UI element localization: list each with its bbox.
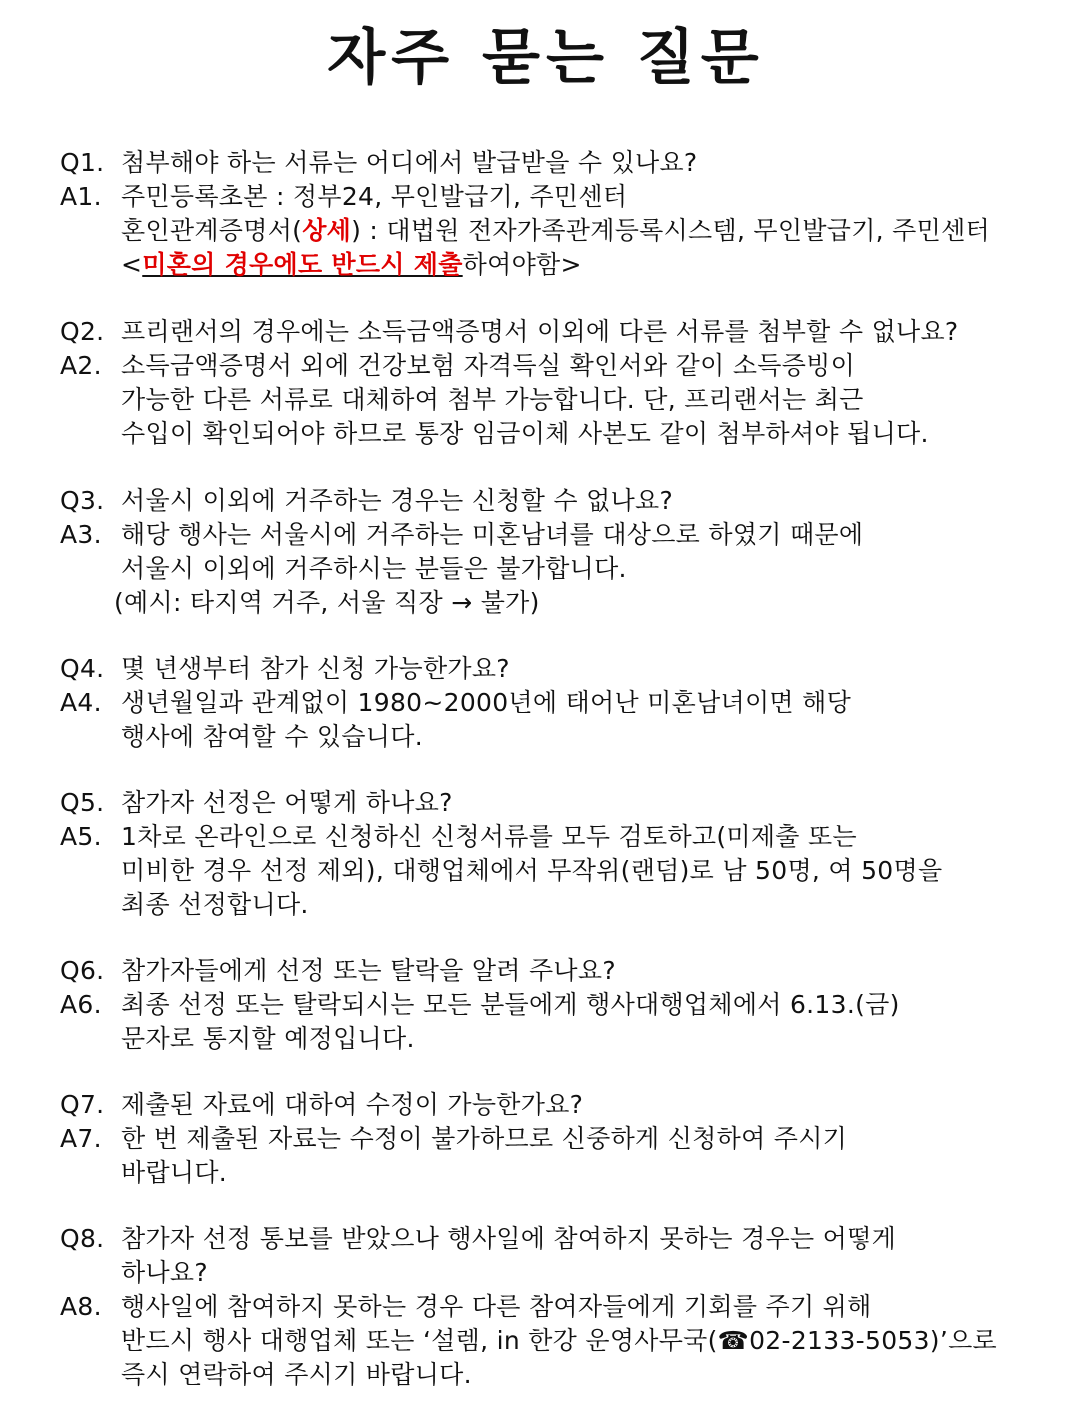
question-text: 참가자 선정은 어떻게 하나요? [121, 788, 453, 817]
answer-text: 한 번 제출된 자료는 수정이 불가하므로 신중하게 신청하여 주시기 [121, 1124, 848, 1153]
answer-label: A1. [60, 182, 102, 211]
answer-label: A3. [60, 520, 102, 549]
answer-text: 가능한 다른 서류로 대체하여 첨부 가능합니다. 단, 프리랜서는 최근 [121, 385, 864, 414]
answer-text: 최종 선정합니다. [121, 890, 309, 919]
answer-text: 주민등록초본 : 정부24, 무인발급기, 주민센터 [121, 182, 628, 211]
answer-text: 바랍니다. [121, 1158, 228, 1187]
question-text: 참가자들에게 선정 또는 탈락을 알려 주나요? [121, 956, 616, 985]
answer-label: A6. [60, 990, 102, 1019]
page-title: 자주 묻는 질문 [327, 23, 765, 93]
answer-text: 행사에 참여할 수 있습니다. [121, 722, 423, 751]
answer-text: 수입이 확인되어야 하므로 통장 임금이체 사본도 같이 첨부하셔야 됩니다. [121, 419, 929, 448]
answer-text: 소득금액증명서 외에 건강보험 자격득실 확인서와 같이 소득증빙이 [121, 351, 856, 380]
question-text: 프리랜서의 경우에는 소득금액증명서 이외에 다른 서류를 첨부할 수 없나요? [121, 317, 959, 346]
answer-label: A5. [60, 822, 102, 851]
answer-text: 즉시 연락하여 주시기 바랍니다. [121, 1360, 472, 1389]
question-label: Q7. [60, 1090, 105, 1119]
answer-text [121, 248, 582, 282]
answer-text: 생년월일과 관계없이 1980~2000년에 태어난 미혼남녀이면 해당 [121, 688, 852, 717]
answer-fragment: 혼인관계증명서( [121, 216, 303, 245]
answer-text: 행사일에 참여하지 못하는 경우 다른 참여자들에게 기회를 주기 위해 [121, 1292, 872, 1321]
detail-link[interactable]: 상세 [302, 216, 352, 245]
answer-text: 미비한 경우 선정 제외), 대행업체에서 무작위(랜덤)로 남 50명, 여 50명을 [121, 856, 943, 885]
answer-fragment: ) : 대법원 전자가족관계등록시스템, 무인발급기, 주민센터 [351, 216, 990, 245]
question-text: 첨부해야 하는 서류는 어디에서 발급받을 수 있나요? [121, 148, 698, 177]
answer-text: 1차로 온라인으로 신청하신 신청서류를 모두 검토하고(미제출 또는 [121, 822, 857, 851]
question-label: Q3. [60, 486, 105, 515]
question-label: Q5. [60, 788, 105, 817]
answer-label: A7. [60, 1124, 102, 1153]
required-notice: 미혼의 경우에도 반드시 제출 [142, 250, 463, 279]
question-label: Q1. [60, 148, 105, 177]
question-text: 서울시 이외에 거주하는 경우는 신청할 수 없나요? [121, 486, 674, 515]
question-text: 하나요? [121, 1258, 208, 1287]
question-text: 제출된 자료에 대하여 수정이 가능한가요? [121, 1090, 584, 1119]
answer-text: 문자로 통지할 예정입니다. [121, 1024, 415, 1053]
answer-text [121, 214, 990, 248]
question-label: Q4. [60, 654, 105, 683]
question-text: 참가자 선정 통보를 받았으나 행사일에 참여하지 못하는 경우는 어떻게 [121, 1224, 897, 1253]
answer-text: 해당 행사는 서울시에 거주하는 미혼남녀를 대상으로 하였기 때문에 [121, 520, 864, 549]
answer-label: A8. [60, 1292, 102, 1321]
answer-fragment: 하여야함> [462, 250, 582, 279]
question-label: Q2. [60, 317, 105, 346]
answer-text: 서울시 이외에 거주하시는 분들은 불가합니다. [121, 554, 627, 583]
question-label: Q8. [60, 1224, 105, 1253]
answer-fragment: < [121, 250, 143, 279]
answer-label: A4. [60, 688, 102, 717]
answer-text: 반드시 행사 대행업체 또는 ‘설렘, in 한강 운영사무국(☎02-2133-5053)’으로 [121, 1326, 998, 1355]
example-note: (예시: 타지역 거주, 서울 직장 → 불가) [114, 588, 540, 617]
question-text: 몇 년생부터 참가 신청 가능한가요? [121, 654, 510, 683]
question-label: Q6. [60, 956, 105, 985]
answer-text: 최종 선정 또는 탈락되시는 모든 분들에게 행사대행업체에서 6.13.(금) [121, 990, 900, 1019]
answer-label: A2. [60, 351, 102, 380]
